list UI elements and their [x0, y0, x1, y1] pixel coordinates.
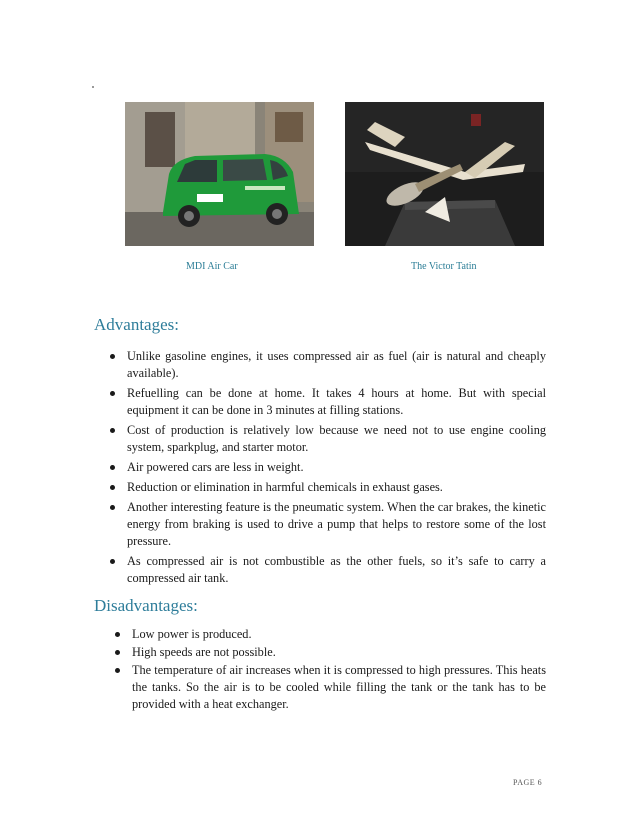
bullet-icon: [110, 428, 115, 433]
disadvantages-heading: Disadvantages:: [94, 596, 198, 615]
bullet-icon: [115, 668, 120, 673]
list-item: Cost of production is relatively low because we need not to use engine cooling system, sparkplug, and starter motor.: [108, 422, 546, 456]
list-item: Low power is produced.: [113, 626, 546, 643]
bullet-icon: [110, 391, 115, 396]
list-item: The temperature of air increases when it is compressed to high pressures. This heats the tanks. So the air is to be cooled while filling the tank or the tank has to be provided with a heat exchanger.: [113, 662, 546, 713]
list-item: Air powered cars are less in weight.: [108, 459, 546, 476]
victor-tatin-caption: The Victor Tatin: [411, 261, 477, 272]
mdi-air-car-caption: MDI Air Car: [186, 261, 238, 272]
list-item: Refuelling can be done at home. It takes 4 hours at home. But with special equipment it can be done in 3 minutes at filling stations.: [108, 385, 546, 419]
bullet-icon: [115, 650, 120, 655]
mdi-air-car-photo: [125, 102, 314, 246]
list-item: Reduction or elimination in harmful chemicals in exhaust gases.: [108, 479, 546, 496]
list-item: High speeds are not possible.: [113, 644, 546, 661]
list-item: Unlike gasoline engines, it uses compressed air as fuel (air is natural and cheaply available).: [108, 348, 546, 382]
advantages-list: [108, 348, 546, 590]
bullet-icon: [110, 465, 115, 470]
bullet-icon: [110, 505, 115, 510]
disadvantages-list: [113, 626, 546, 714]
bullet-icon: [115, 632, 120, 637]
bullet-icon: [110, 559, 115, 564]
bullet-icon: [110, 485, 115, 490]
list-item: As compressed air is not combustible as the other fuels, so it’s safe to carry a compressed air tank.: [108, 553, 546, 587]
victor-tatin-photo: [345, 102, 544, 246]
list-item: Another interesting feature is the pneumatic system. When the car brakes, the kinetic energy from braking is used to drive a pump that helps to restore some of the lost pressure.: [108, 499, 546, 550]
page-number: PAGE 6: [513, 778, 543, 787]
advantages-heading: Advantages:: [94, 315, 179, 334]
stray-mark: [92, 86, 94, 88]
bullet-icon: [110, 354, 115, 359]
